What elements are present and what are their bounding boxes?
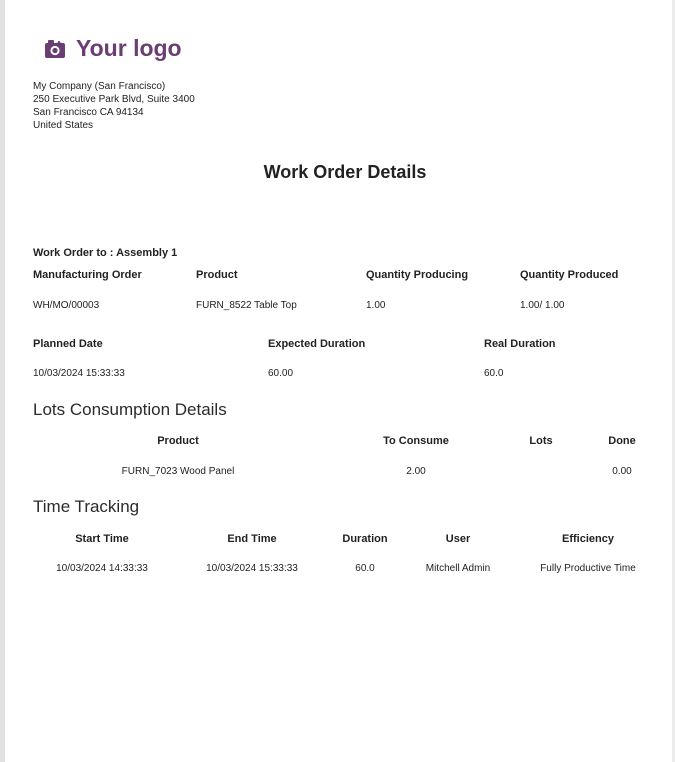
lots-row-done: 0.00	[612, 466, 632, 477]
time-row-start: 10/03/2024 14:33:33	[56, 563, 148, 574]
value-planned-date: 10/03/2024 15:33:33	[33, 368, 125, 379]
lots-header-product: Product	[157, 435, 199, 447]
work-order-heading: Work Order to : Assembly 1	[33, 247, 178, 259]
time-tracking-heading: Time Tracking	[33, 497, 140, 516]
logo-text: Your logo	[76, 35, 182, 61]
company-city: San Francisco CA 94134	[33, 107, 144, 118]
header-real-duration: Real Duration	[484, 338, 556, 350]
header-product: Product	[196, 269, 238, 281]
page-title: Work Order Details	[263, 162, 427, 182]
time-row-duration: 60.0	[355, 563, 375, 574]
value-product: FURN_8522 Table Top	[196, 300, 297, 311]
value-quantity-producing: 1.00	[366, 300, 386, 311]
lots-row-to-consume: 2.00	[406, 466, 426, 477]
time-row-end: 10/03/2024 15:33:33	[206, 563, 298, 574]
value-real-duration: 60.0	[484, 368, 504, 379]
company-logo	[44, 35, 182, 62]
company-name: My Company (San Francisco)	[33, 81, 166, 92]
time-header-efficiency: Efficiency	[562, 533, 614, 545]
time-header-user: User	[445, 533, 471, 545]
header-planned-date: Planned Date	[33, 338, 103, 350]
header-quantity-produced: Quantity Produced	[520, 269, 619, 281]
value-expected-duration: 60.00	[268, 368, 294, 379]
header-quantity-producing: Quantity Producing	[366, 269, 469, 281]
value-quantity-produced: 1.00/ 1.00	[520, 300, 565, 311]
time-row-efficiency: Fully Productive Time	[540, 563, 636, 574]
time-header-start: Start Time	[75, 533, 129, 545]
lots-header-to-consume: To Consume	[383, 435, 449, 447]
value-manufacturing-order: WH/MO/00003	[33, 300, 100, 311]
time-header-end: End Time	[227, 533, 277, 545]
lots-row-product: FURN_7023 Wood Panel	[121, 466, 235, 477]
time-row-user: Mitchell Admin	[425, 563, 491, 574]
time-header-duration: Duration	[342, 533, 388, 545]
company-country: United States	[33, 120, 94, 131]
left-border	[0, 0, 5, 762]
camera-icon	[44, 39, 66, 59]
header-manufacturing-order: Manufacturing Order	[33, 269, 142, 281]
lots-header-lots: Lots	[529, 435, 553, 447]
company-street: 250 Executive Park Blvd, Suite 3400	[33, 94, 195, 105]
header-expected-duration: Expected Duration	[268, 338, 366, 350]
lots-section-heading: Lots Consumption Details	[33, 400, 227, 419]
lots-header-done: Done	[608, 435, 636, 447]
